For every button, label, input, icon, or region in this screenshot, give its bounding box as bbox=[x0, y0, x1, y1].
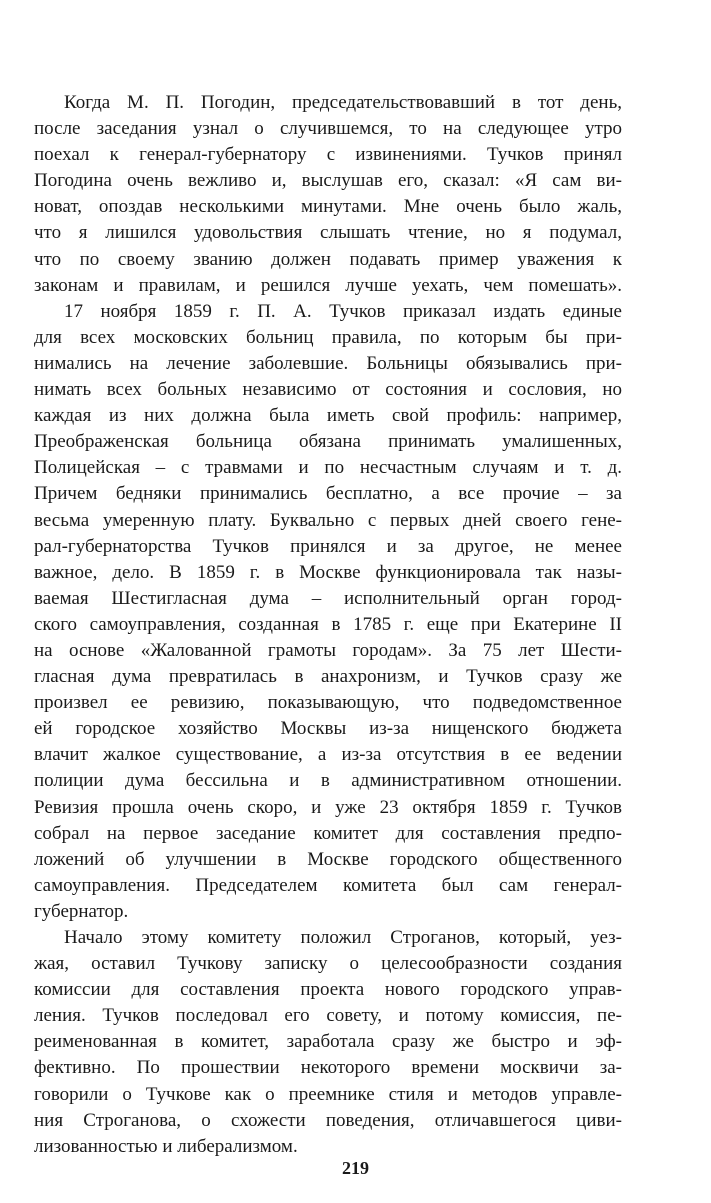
text-line: Преображенская больница обязана принимать умалишенных, bbox=[34, 431, 622, 453]
text-line: каждая из них должна была иметь свой профиль: например, bbox=[34, 405, 622, 427]
text-line: Причем бедняки принимались бесплатно, а все прочие – за bbox=[34, 483, 622, 505]
text-line: самоуправления. Председателем комитета был сам генерал- bbox=[34, 874, 622, 896]
text-line: Погодина очень вежливо и, выслушав его, сказал: «Я сам ви- bbox=[34, 170, 622, 192]
text-line: на основе «Жалованной грамоты городам». За 75 лет Шести- bbox=[34, 639, 622, 661]
text-line: рал-губернаторства Тучков принялся и за другое, не менее bbox=[34, 535, 622, 557]
text-line: губернатор. bbox=[34, 900, 129, 922]
text-line: произвел ее ревизию, показывающую, что подведомственное bbox=[34, 692, 622, 714]
text-line: поехал к генерал-губернатору с извинениями. Тучков принял bbox=[34, 144, 622, 166]
text-line: ваемая Шестигласная дума – исполнительный орган город- bbox=[34, 587, 622, 609]
text-line: законам и правилам, и решился лучше уехать, чем помешать». bbox=[34, 274, 622, 296]
text-line: влачит жалкое существование, а из-за отсутствия в ее ведении bbox=[34, 744, 622, 766]
text-line: жая, оставил Тучкову записку о целесообразности создания bbox=[34, 953, 622, 975]
text-line: Когда М. П. Погодин, председательствовавший в тот день, bbox=[64, 92, 622, 113]
text-line: ния Строганова, о схожести поведения, отличавшегося циви- bbox=[34, 1109, 622, 1131]
text-line: комиссии для составления проекта нового городского управ- bbox=[34, 979, 622, 1001]
text-line: лизованностью и либерализмом. bbox=[34, 1135, 298, 1157]
text-line: весьма умеренную плату. Буквально с первых дней своего гене- bbox=[34, 509, 622, 531]
text-line: ления. Тучков последовал его совету, и потому комиссия, пе- bbox=[34, 1005, 622, 1027]
text-line: гласная дума превратилась в анахронизм, и Тучков сразу же bbox=[34, 666, 622, 688]
body-text bbox=[34, 90, 622, 1160]
text-line: говорили о Тучкове как о преемнике стиля и методов управле- bbox=[34, 1083, 622, 1105]
text-line: после заседания узнал о случившемся, то на следующее утро bbox=[34, 118, 622, 140]
text-line: ского самоуправления, созданная в 1785 г. еще при Екатерине II bbox=[34, 613, 622, 635]
text-line: нимались на лечение заболевшие. Больницы обязывались при- bbox=[34, 352, 622, 374]
text-line: Полицейская – с травмами и по несчастным случаям и т. д. bbox=[34, 457, 622, 479]
text-line: собрал на первое заседание комитет для составления предпо- bbox=[34, 822, 622, 844]
text-line: реименованная в комитет, заработала сразу же быстро и эф- bbox=[34, 1031, 622, 1053]
text-line: что я лишился удовольствия слышать чтение, но я подумал, bbox=[34, 222, 622, 244]
text-line: нимать всех больных независимо от состояния и сословия, но bbox=[34, 379, 622, 401]
text-line: ей городское хозяйство Москвы из-за нищенского бюджета bbox=[34, 718, 622, 740]
text-line: что по своему званию должен подавать пример уважения к bbox=[34, 248, 622, 270]
page-number: 219 bbox=[342, 1158, 369, 1178]
text-line: Ревизия прошла очень скоро, и уже 23 октября 1859 г. Тучков bbox=[34, 796, 622, 818]
text-line: 17 ноября 1859 г. П. А. Тучков приказал издать единые bbox=[64, 300, 622, 322]
text-line: фективно. По прошествии некоторого времени москвичи за- bbox=[34, 1057, 622, 1079]
text-line: важное, дело. В 1859 г. в Москве функционировала так назы- bbox=[34, 561, 622, 583]
text-line: ложений об улучшении в Москве городского общественного bbox=[34, 848, 622, 870]
text-line: Начало этому комитету положил Строганов, который, уез- bbox=[64, 927, 622, 948]
text-line: полиции дума бессильна и в административном отношении. bbox=[34, 770, 622, 792]
text-line: для всех московских больниц правила, по которым бы при- bbox=[34, 326, 622, 348]
text-line: новат, опоздав несколькими минутами. Мне очень было жаль, bbox=[34, 196, 622, 218]
